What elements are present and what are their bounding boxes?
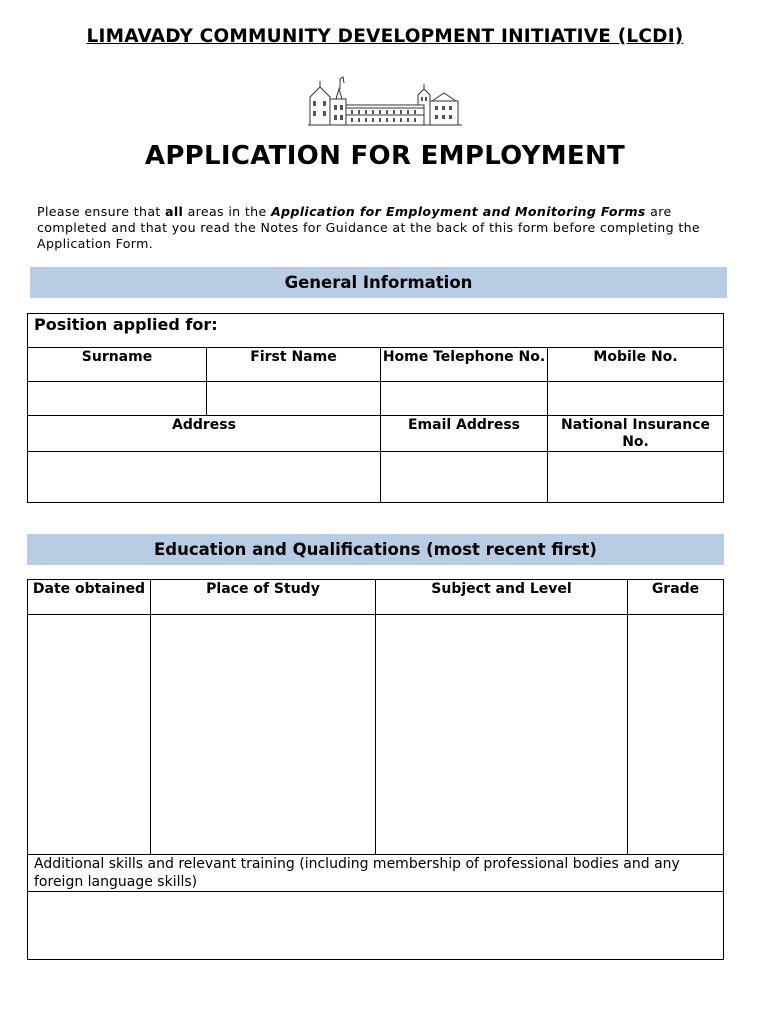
email-field[interactable] <box>381 452 548 503</box>
intro-bold-italic: Application for Employment and Monitoring Forms <box>270 204 646 219</box>
date-obtained-field[interactable] <box>28 615 151 855</box>
grade-field[interactable] <box>628 615 724 855</box>
subject-level-field[interactable] <box>376 615 628 855</box>
surname-field[interactable] <box>28 382 207 416</box>
intro-text-1: Please ensure that <box>37 204 166 219</box>
document-title: APPLICATION FOR EMPLOYMENT <box>144 141 626 171</box>
organisation-title: LIMAVADY COMMUNITY DEVELOPMENT INITIATIVE (LCDI) <box>86 26 684 47</box>
intro-text-3: are completed and that you read the Notes for Guidance at the back of this form before completing the Application Form. <box>37 204 701 251</box>
first-name-label: First Name <box>207 348 381 382</box>
mobile-label: Mobile No. <box>548 348 724 382</box>
education-table <box>27 579 724 960</box>
intro-text-2: areas in the <box>183 204 271 219</box>
education-heading: Education and Qualifications (most recent first) <box>27 534 724 565</box>
address-label: Address <box>28 416 381 452</box>
additional-skills-field[interactable] <box>28 892 724 960</box>
home-telephone-field[interactable] <box>381 382 548 416</box>
grade-label: Grade <box>628 580 724 615</box>
first-name-field[interactable] <box>207 382 381 416</box>
general-information-table <box>27 313 724 503</box>
address-field[interactable] <box>28 452 381 503</box>
place-of-study-field[interactable] <box>151 615 376 855</box>
surname-label: Surname <box>28 348 207 382</box>
subject-level-label: Subject and Level <box>376 580 628 615</box>
national-insurance-field[interactable] <box>548 452 724 503</box>
mobile-field[interactable] <box>548 382 724 416</box>
email-label: Email Address <box>381 416 548 452</box>
general-information-heading: General Information <box>30 267 727 298</box>
intro-paragraph <box>37 204 737 252</box>
place-of-study-label: Place of Study <box>151 580 376 615</box>
building-sketch-icon <box>306 75 464 128</box>
date-obtained-label: Date obtained <box>28 580 151 615</box>
intro-bold: all <box>165 204 184 219</box>
home-telephone-label: Home Telephone No. <box>381 348 548 382</box>
national-insurance-label: National Insurance No. <box>548 416 724 452</box>
position-applied-field[interactable]: Position applied for: <box>28 314 724 348</box>
additional-skills-label: Additional skills and relevant training (including membership of professional bodies and any foreign language skills) <box>28 855 724 892</box>
